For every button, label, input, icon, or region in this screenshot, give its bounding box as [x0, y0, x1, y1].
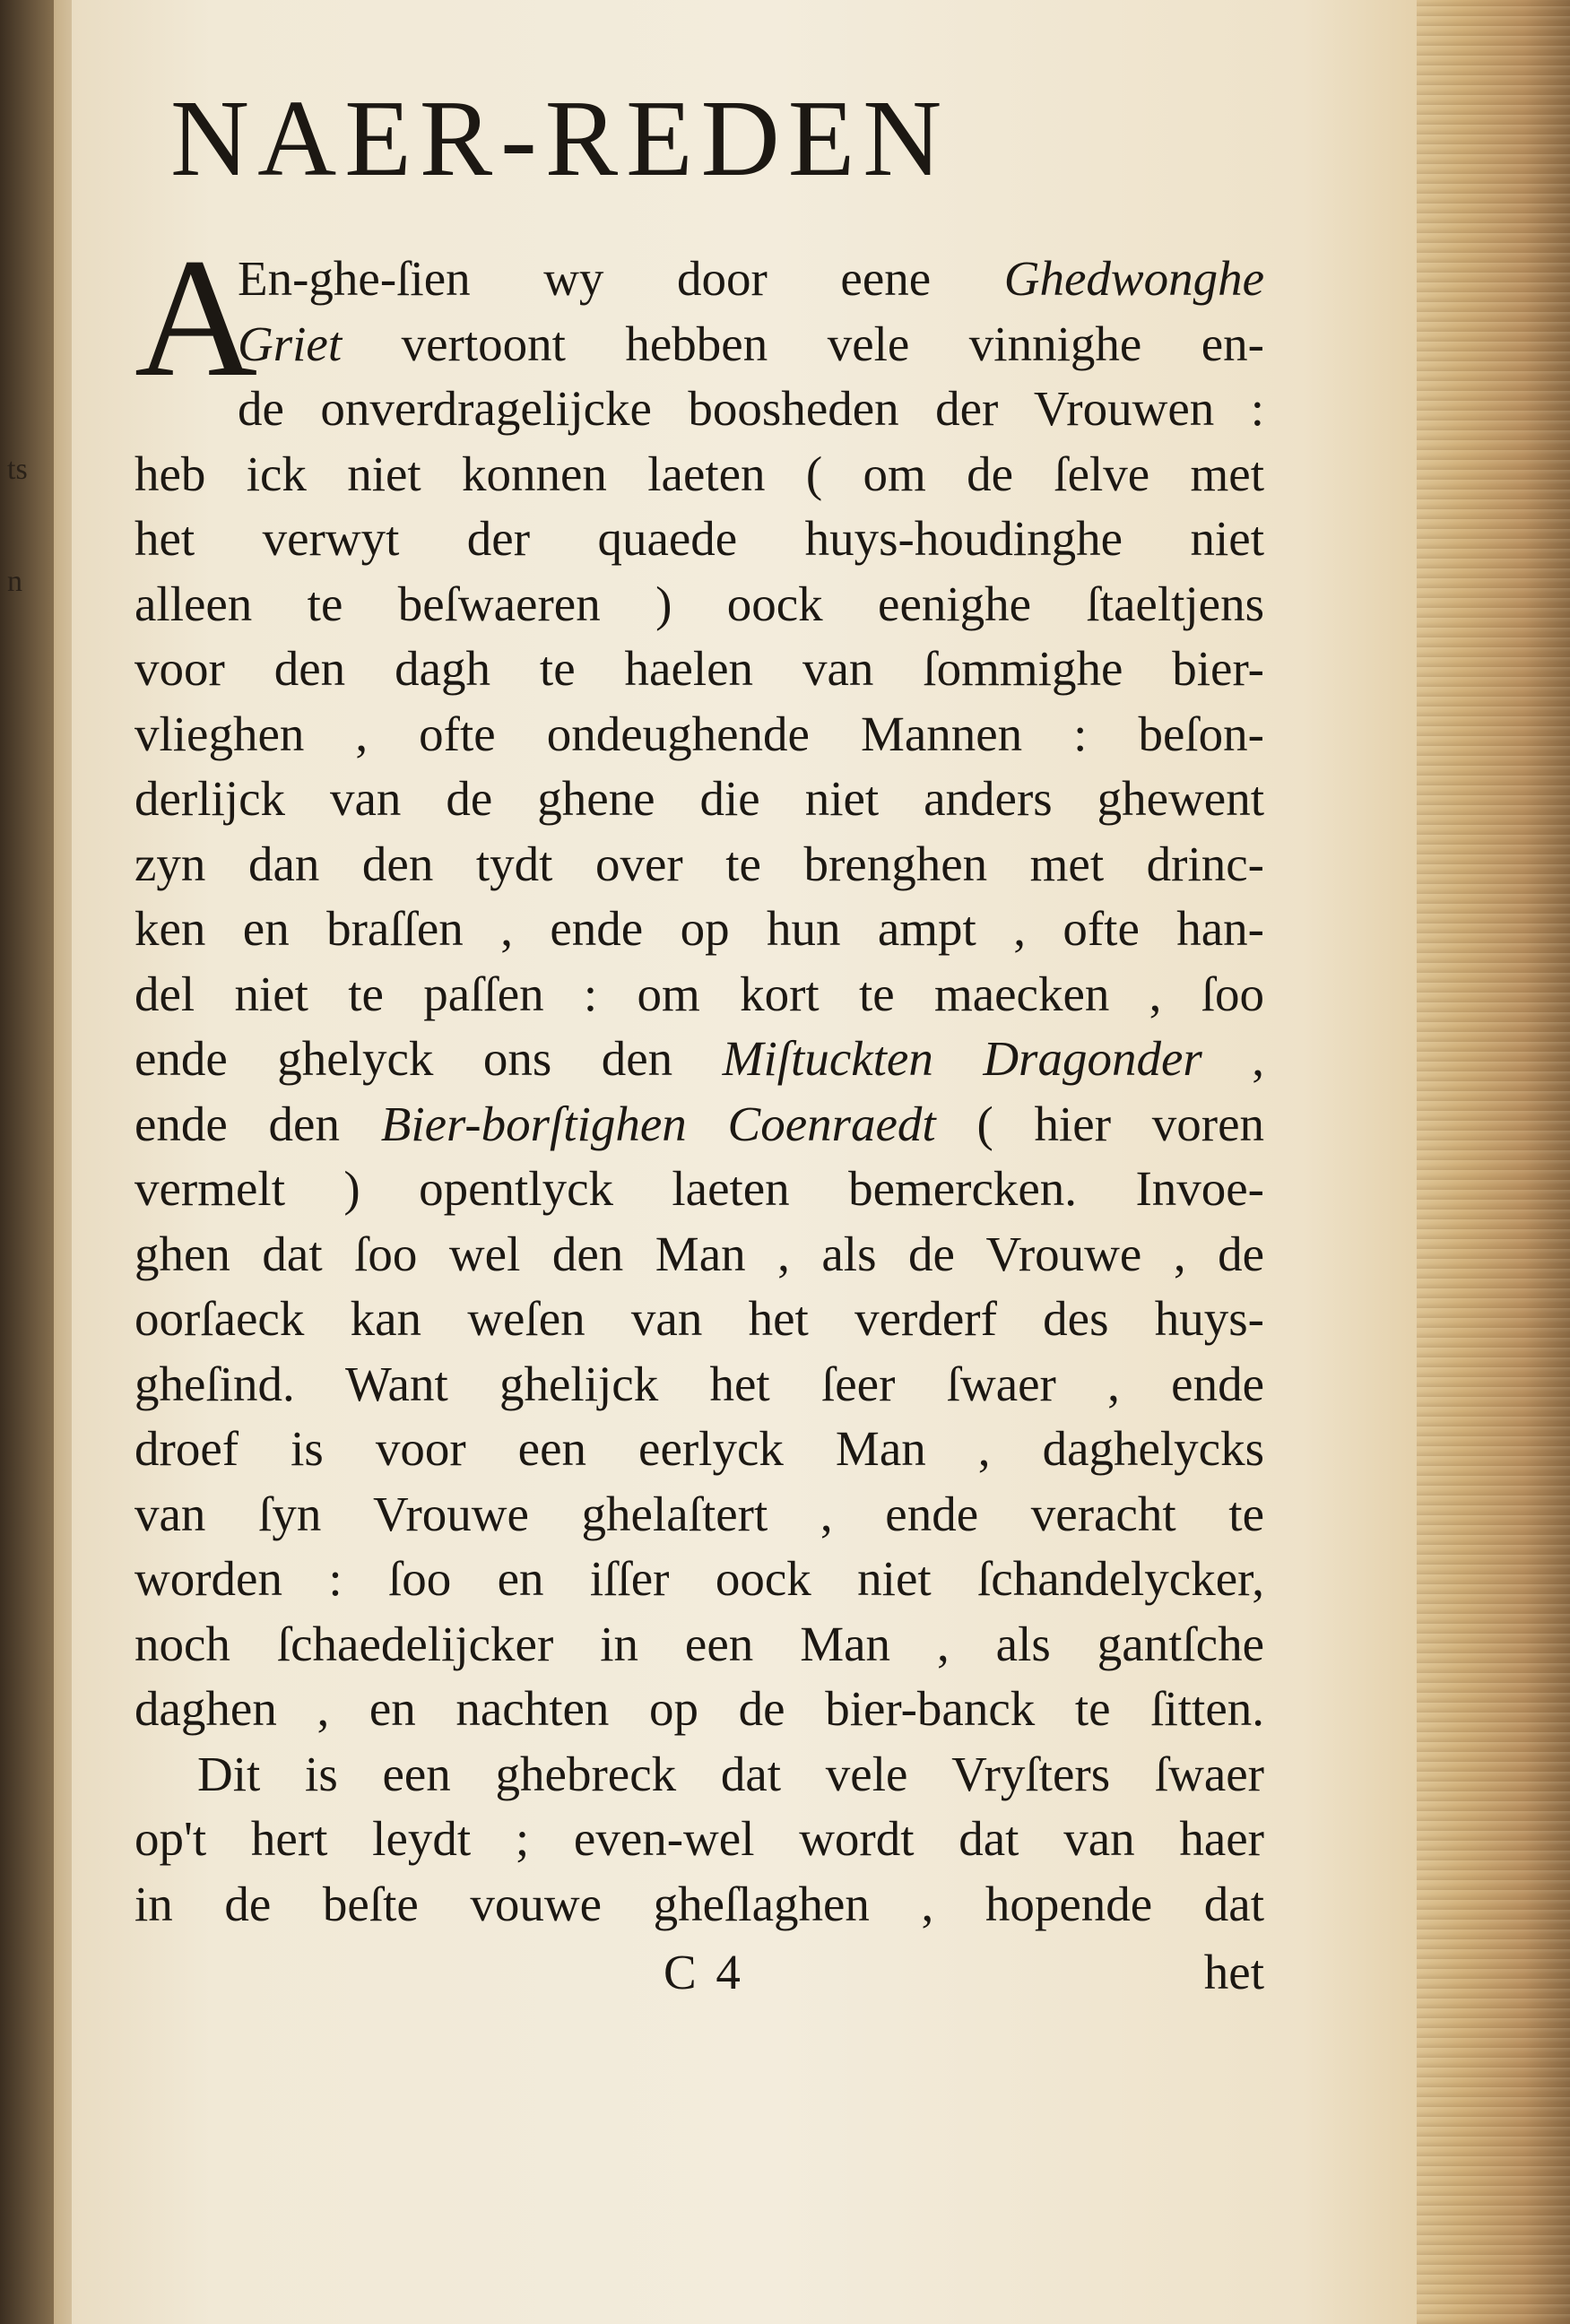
text-line [134, 897, 1264, 962]
text-line [134, 962, 1264, 1028]
text-line [134, 1092, 1264, 1158]
text-line [134, 702, 1264, 767]
italic-name: Bier-borſtighen Coenraedt [380, 1096, 936, 1151]
text-run: vlieghen , ofte ondeughende Mannen : beſon- [134, 706, 1264, 761]
catchword: het [1203, 1945, 1264, 1999]
text-line [134, 507, 1264, 572]
text-line [134, 1027, 1264, 1092]
text-line [134, 1352, 1264, 1418]
text-line [134, 1612, 1264, 1678]
italic-name: Miſtuckten Dragonder [722, 1031, 1202, 1086]
text-run: droef is voor een eerlyck Man , daghelycks [134, 1421, 1264, 1476]
text-run: worden : ſoo en iſſer oock niet ſchandelycker, [134, 1551, 1264, 1606]
text-run: ken en braſſen , ende op hun ampt , ofte han- [134, 901, 1264, 956]
text-line [134, 832, 1264, 898]
text-line [134, 1417, 1264, 1482]
text-run: vertoont hebben vele vinnighe en- [342, 316, 1264, 371]
facing-page-fragment: ts [7, 453, 28, 486]
page-title: NAER-REDEN [170, 78, 950, 199]
text-line [134, 1482, 1264, 1548]
italic-name: Ghedwonghe [1003, 251, 1264, 306]
page-edges [1417, 0, 1570, 2324]
text-run: ende den [134, 1096, 381, 1151]
text-run: het verwyt der quaede huys-houdinghe niet [134, 511, 1264, 566]
text-run: de onverdragelijcke boosheden der Vrouwen : [238, 381, 1264, 436]
text-run: derlijck van de ghene die niet anders ghewent [134, 771, 1264, 826]
text-run: ( hier voren [935, 1096, 1264, 1151]
text-line [134, 1807, 1264, 1872]
text-run: vermelt ) opentlyck laeten bemercken. Invoe- [134, 1161, 1264, 1216]
signature-mark: C 4 [664, 1945, 744, 1999]
text-run: heb ick niet konnen laeten ( om de ſelve met [134, 446, 1264, 501]
text-line [134, 637, 1264, 702]
text-run: , [1201, 1031, 1264, 1086]
text-run: van ſyn Vrouwe ghelaſtert , ende veracht te [134, 1486, 1264, 1541]
text-run: daghen , en nachten op de bier-banck te ſitten. [134, 1681, 1264, 1736]
text-line [134, 247, 1264, 312]
text-line [134, 767, 1264, 832]
text-run: zyn dan den tydt over te brenghen met drinc- [134, 836, 1264, 891]
body-text [134, 224, 1264, 1937]
text-run: voor den dagh te haelen van ſommighe bier- [134, 641, 1264, 696]
text-line [134, 1157, 1264, 1222]
italic-name: Griet [238, 316, 343, 371]
text-line [134, 1547, 1264, 1612]
text-run: del niet te paſſen : om kort te maecken , ſoo [134, 966, 1264, 1021]
drop-cap: A [134, 224, 258, 412]
page-footer [134, 1937, 1264, 2008]
text-run: in de beſte vouwe gheſlaghen , hopende dat [134, 1876, 1264, 1931]
text-line [134, 1677, 1264, 1742]
text-run: ghen dat ſoo wel den Man , als de Vrouwe , de [134, 1226, 1264, 1281]
text-run: oorſaeck kan weſen van het verderf des huys- [134, 1291, 1264, 1346]
text-run: noch ſchaedelijcker in een Man , als gantſche [134, 1616, 1264, 1671]
text-run: gheſind. Want ghelijck het ſeer ſwaer , ende [134, 1356, 1264, 1411]
text-line [134, 1287, 1264, 1352]
page-text [134, 72, 1264, 2008]
text-line [134, 1742, 1264, 1808]
text-line [134, 1222, 1264, 1288]
text-line [134, 1872, 1264, 1938]
text-run: op't hert leydt ; even-wel wordt dat van haer [134, 1811, 1264, 1866]
text-run: ende ghelyck ons den [134, 1031, 723, 1086]
text-line [134, 442, 1264, 507]
text-run: Dit is een ghebreck dat vele Vryſters ſwaer [197, 1746, 1264, 1801]
facing-page-fragment: n [7, 565, 22, 598]
text-run: En-ghe-ſien wy door eene [238, 251, 1004, 306]
text-line [134, 377, 1264, 442]
text-line [134, 572, 1264, 637]
text-line [134, 312, 1264, 377]
text-run: alleen te beſwaeren ) oock eenighe ſtaeltjens [134, 576, 1264, 631]
